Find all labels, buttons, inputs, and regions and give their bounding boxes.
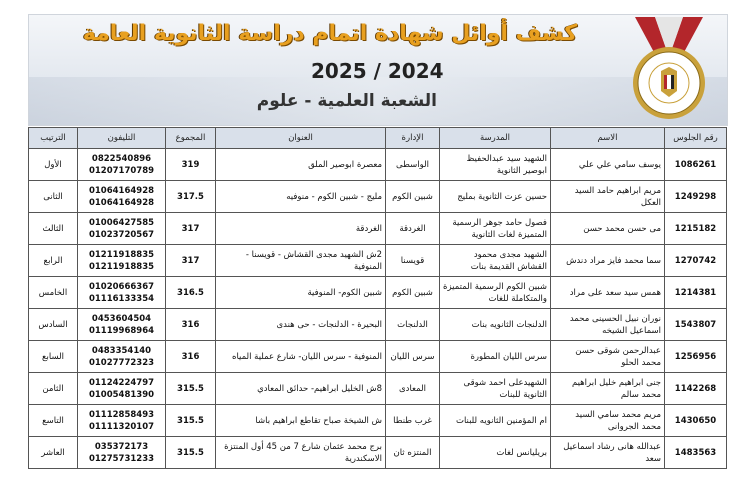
phone-numbers-cell: 01112858493 01111320107 (78, 405, 166, 437)
student-name-cell: مى حسن محمد حسن (551, 213, 665, 245)
school-name-cell: الدلنجات الثانويه بنات (440, 309, 551, 341)
total-score-cell: 316 (166, 309, 216, 341)
student-name-cell: يوسف سامي علي علي (551, 149, 665, 181)
school-name-cell: سرس الليان المطورة (440, 341, 551, 373)
rank-cell: الرابع (29, 245, 78, 277)
rank-cell: الثامن (29, 373, 78, 405)
page-title: كشف أوائل شهادة اتمام دراسة الثانوية العامة (82, 21, 577, 46)
header-rank: الترتيب (29, 128, 78, 149)
rank-cell: التاسع (29, 405, 78, 437)
ministry-of-education-emblem-icon (617, 17, 721, 121)
academic-year: 2025 / 2024 (311, 59, 444, 83)
branch-title: الشعبة العلمية - علوم (256, 91, 437, 111)
address-cell: معصرة ابوصير الملق (216, 149, 386, 181)
seat-number-cell: 1142268 (665, 373, 727, 405)
table-row (29, 245, 727, 277)
address-cell: مليج - شبين الكوم - منوفيه (216, 181, 386, 213)
administration-cell: قويسنا (386, 245, 440, 277)
seat-number-cell: 1256956 (665, 341, 727, 373)
student-name-cell: عبدالرحمن شوقى حسن محمد الحلو (551, 341, 665, 373)
table-header-row (29, 128, 727, 149)
rank-cell: السادس (29, 309, 78, 341)
phone-numbers-cell: 01124224797 01005481390 (78, 373, 166, 405)
rank-cell: السابع (29, 341, 78, 373)
phone-numbers-cell: 035372173 01275731233 (78, 437, 166, 469)
school-name-cell: الشهيد مجدى محمود القشاش القديمة بنات (440, 245, 551, 277)
rank-cell: الثانى (29, 181, 78, 213)
school-name-cell: الشهيد سيد عبدالحفيظ ابوصير الثانوية (440, 149, 551, 181)
address-cell: المنوفية - سرس الليان- شارع عملية المياه (216, 341, 386, 373)
header-total: المجموع (166, 128, 216, 149)
total-score-cell: 316.5 (166, 277, 216, 309)
results-table (28, 127, 727, 469)
school-name-cell: حسين عزت الثانوية بمليج (440, 181, 551, 213)
address-cell: الغردقة (216, 213, 386, 245)
table-row (29, 341, 727, 373)
phone-numbers-cell: 0483354140 01027772323 (78, 341, 166, 373)
student-name-cell: مريم محمد سامي السيد محمد الجروانى (551, 405, 665, 437)
administration-cell: غرب طنطا (386, 405, 440, 437)
school-name-cell: شبين الكوم الرسمية المتميزة والمتكاملة للغات (440, 277, 551, 309)
rank-cell: الثالث (29, 213, 78, 245)
seat-number-cell: 1543807 (665, 309, 727, 341)
student-name-cell: نوران نبيل الحسينى محمد اسماعيل الشيخه (551, 309, 665, 341)
administration-cell: الواسطى (386, 149, 440, 181)
administration-cell: الغردقة (386, 213, 440, 245)
total-score-cell: 315.5 (166, 437, 216, 469)
school-name-cell: الشهيدعلى احمد شوقى الثانوية للبنات (440, 373, 551, 405)
seat-number-cell: 1214381 (665, 277, 727, 309)
address-cell: برج محمد عثمان شارع 7 من 45 أول المنتزة الاسكندرية (216, 437, 386, 469)
student-name-cell: سما محمد فايز مراد دندش (551, 245, 665, 277)
table-row (29, 277, 727, 309)
student-name-cell: همس سيد سعد على مراد (551, 277, 665, 309)
header-name: الاسم (551, 128, 665, 149)
table-row (29, 309, 727, 341)
school-name-cell: بريليانس لغات (440, 437, 551, 469)
seat-number-cell: 1483563 (665, 437, 727, 469)
address-cell: شبين الكوم- المنوفية (216, 277, 386, 309)
administration-cell: شبين الكوم (386, 277, 440, 309)
header-school: المدرسة (440, 128, 551, 149)
seat-number-cell: 1249298 (665, 181, 727, 213)
header-admin: الإدارة (386, 128, 440, 149)
header-phone: التليفون (78, 128, 166, 149)
student-name-cell: مريم ابراهيم حامد السيد العكل (551, 181, 665, 213)
address-cell: ش الشيخة صباح تقاطع ابراهيم باشا (216, 405, 386, 437)
table-row (29, 405, 727, 437)
total-score-cell: 315.5 (166, 405, 216, 437)
table-body (29, 149, 727, 469)
table-row (29, 213, 727, 245)
total-score-cell: 317.5 (166, 181, 216, 213)
school-name-cell: فصول حامد جوهر الرسمية المتميزة لغات الثانوية (440, 213, 551, 245)
header-address: العنوان (216, 128, 386, 149)
seat-number-cell: 1086261 (665, 149, 727, 181)
table-row (29, 373, 727, 405)
address-cell: 8ش الخليل ابراهيم- حدائق المعادي (216, 373, 386, 405)
administration-cell: الدلنجات (386, 309, 440, 341)
administration-cell: المعادى (386, 373, 440, 405)
administration-cell: سرس الليان (386, 341, 440, 373)
administration-cell: شبين الكوم (386, 181, 440, 213)
table-row (29, 149, 727, 181)
phone-numbers-cell: 0453604504 01119968964 (78, 309, 166, 341)
student-name-cell: جنى ابراهيم خليل ابراهيم محمد سالم (551, 373, 665, 405)
student-name-cell: عبدالله هانى رشاد اسماعيل سعد (551, 437, 665, 469)
total-score-cell: 317 (166, 245, 216, 277)
header-banner (28, 14, 728, 126)
seat-number-cell: 1430650 (665, 405, 727, 437)
total-score-cell: 315.5 (166, 373, 216, 405)
rank-cell: الخامس (29, 277, 78, 309)
header-seat: رقم الجلوس (665, 128, 727, 149)
seat-number-cell: 1270742 (665, 245, 727, 277)
total-score-cell: 319 (166, 149, 216, 181)
phone-numbers-cell: 01211918835 01211918835 (78, 245, 166, 277)
address-cell: 2ش الشهيد مجدى القشاش - قويسنا - المنوفية (216, 245, 386, 277)
phone-numbers-cell: 01020666367 01116133354 (78, 277, 166, 309)
rank-cell: العاشر (29, 437, 78, 469)
rank-cell: الأول (29, 149, 78, 181)
address-cell: البحيرة - الدلنجات - حى هندى (216, 309, 386, 341)
total-score-cell: 316 (166, 341, 216, 373)
seat-number-cell: 1215182 (665, 213, 727, 245)
school-name-cell: ام المؤمنين الثانويه للبنات (440, 405, 551, 437)
phone-numbers-cell: 01006427585 01023720567 (78, 213, 166, 245)
table-row (29, 181, 727, 213)
phone-numbers-cell: 01064164928 01064164928 (78, 181, 166, 213)
table-row (29, 437, 727, 469)
phone-numbers-cell: 0822540896 01207170789 (78, 149, 166, 181)
administration-cell: المنتزه ثان (386, 437, 440, 469)
total-score-cell: 317 (166, 213, 216, 245)
